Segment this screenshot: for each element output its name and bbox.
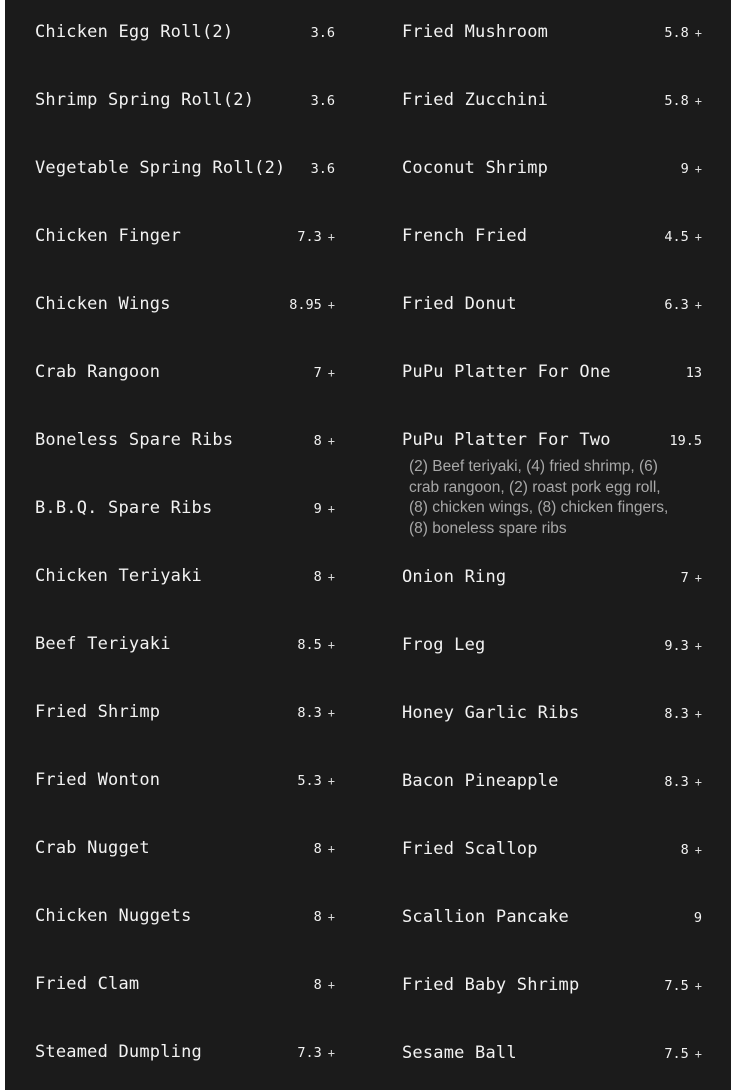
menu-item-price: [314, 977, 335, 993]
menu-item[interactable]: [402, 1043, 702, 1066]
menu-item-name: Chicken Finger: [35, 226, 182, 246]
menu-item-row: [402, 22, 702, 45]
menu-item-price: [669, 433, 702, 449]
menu-item-price-value: 5.3: [297, 773, 322, 789]
menu-item-name: Crab Nugget: [35, 838, 150, 858]
menu-item-price: [314, 501, 335, 517]
menu-item[interactable]: [402, 635, 702, 658]
add-options-icon[interactable]: +: [694, 94, 702, 108]
menu-panel: [5, 0, 731, 1090]
menu-item-price-value: 3.6: [310, 161, 335, 177]
menu-item-price-value: 9: [313, 501, 322, 517]
menu-item[interactable]: [35, 906, 335, 929]
menu-item-price-value: 8: [313, 433, 322, 449]
menu-item-row: [35, 294, 335, 317]
menu-item[interactable]: [35, 158, 335, 181]
menu-item-row: [402, 158, 702, 181]
add-options-icon[interactable]: +: [327, 570, 335, 584]
menu-item-price-value: 9: [680, 161, 689, 177]
menu-item-name: Fried Clam: [35, 974, 140, 994]
menu-item-row: [35, 702, 335, 725]
menu-item-name: Vegetable Spring Roll(2): [35, 158, 286, 178]
add-options-icon[interactable]: +: [327, 910, 335, 924]
menu-item-name: PuPu Platter For Two: [402, 430, 611, 450]
menu-item-price-value: 3.6: [310, 93, 335, 109]
menu-item-price: [297, 229, 335, 245]
menu-item-name: Fried Zucchini: [402, 90, 549, 110]
menu-item-row: [402, 703, 702, 726]
add-options-icon[interactable]: +: [694, 298, 702, 312]
menu-item-name: Frog Leg: [402, 635, 486, 655]
menu-item-row: [35, 226, 335, 249]
menu-item-name: Chicken Teriyaki: [35, 566, 202, 586]
menu-item-name: Fried Shrimp: [35, 702, 161, 722]
menu-item-name: Honey Garlic Ribs: [402, 703, 580, 723]
menu-item-price-value: 3.6: [310, 25, 335, 41]
menu-item-row: [35, 158, 335, 181]
add-options-icon[interactable]: +: [694, 571, 702, 585]
menu-item-price-value: 19.5: [669, 433, 702, 449]
menu-item-price-value: 8.3: [297, 705, 322, 721]
menu-item-row: [35, 566, 335, 589]
menu-item[interactable]: [402, 90, 702, 113]
menu-item-row: [35, 498, 335, 521]
menu-item[interactable]: [402, 771, 702, 794]
menu-item-price-value: 8.3: [664, 774, 689, 790]
menu-item[interactable]: [35, 226, 335, 249]
menu-item-price: [664, 229, 702, 245]
menu-item-name: Onion Ring: [402, 567, 507, 587]
menu-item-row: [402, 1043, 702, 1066]
menu-item-price: [297, 1045, 335, 1061]
menu-item-row: [402, 771, 702, 794]
menu-item[interactable]: [35, 1042, 335, 1065]
menu-item-row: [35, 362, 335, 385]
menu-item-row: [35, 634, 335, 657]
menu-item-row: [35, 430, 335, 453]
menu-item-name: Beef Teriyaki: [35, 634, 171, 654]
menu-item-price-value: 8: [313, 569, 322, 585]
add-options-icon[interactable]: +: [327, 434, 335, 448]
menu-item-row: [402, 635, 702, 658]
menu-item-price: [311, 161, 335, 177]
menu-item-name: Scallion Pancake: [402, 907, 569, 927]
menu-item-name: Shrimp Spring Roll(2): [35, 90, 255, 110]
menu-item[interactable]: [402, 294, 702, 317]
menu-item-row: [35, 838, 335, 861]
menu-item-price: [311, 25, 335, 41]
menu-item-name: Fried Donut: [402, 294, 517, 314]
menu-item[interactable]: [402, 362, 702, 385]
menu-item-name: Bacon Pineapple: [402, 771, 559, 791]
add-options-icon[interactable]: +: [694, 162, 702, 176]
menu-item-price-value: 7.3: [297, 229, 322, 245]
add-options-icon[interactable]: +: [694, 979, 702, 993]
menu-item-name: Fried Scallop: [402, 839, 538, 859]
menu-item-price: [314, 569, 335, 585]
menu-item-row: [402, 294, 702, 317]
add-options-icon[interactable]: +: [327, 502, 335, 516]
menu-item[interactable]: [35, 702, 335, 725]
menu-item-price: [664, 978, 702, 994]
menu-item-row: [35, 90, 335, 113]
add-options-icon[interactable]: +: [327, 1046, 335, 1060]
menu-item[interactable]: [35, 430, 335, 453]
menu-item-price-value: 7.5: [664, 978, 689, 994]
menu-item-description: (2) Beef teriyaki, (4) fried shrimp, (6) crab rangoon, (2) roast pork egg roll, (8) chicken wings, (8) chicken fingers, (8) boneless spare ribs: [409, 458, 669, 537]
menu-item-price-value: 8.3: [664, 706, 689, 722]
menu-item-name: PuPu Platter For One: [402, 362, 611, 382]
menu-item[interactable]: [402, 158, 702, 181]
menu-item-price-value: 7: [680, 570, 689, 586]
menu-item-price: [289, 297, 335, 313]
add-options-icon[interactable]: +: [327, 230, 335, 244]
menu-item-name: Fried Mushroom: [402, 22, 549, 42]
menu-item[interactable]: [35, 90, 335, 113]
menu-item-price-value: 8: [313, 841, 322, 857]
menu-item-name: Sesame Ball: [402, 1043, 517, 1063]
menu-item-price-value: 4.5: [664, 229, 689, 245]
menu-item-price-value: 5.8: [664, 25, 689, 41]
menu-item[interactable]: [35, 294, 335, 317]
menu-item-row: [402, 362, 702, 385]
menu-item[interactable]: [35, 566, 335, 589]
menu-item-name: Chicken Wings: [35, 294, 171, 314]
menu-item[interactable]: [402, 907, 702, 930]
add-options-icon[interactable]: +: [694, 26, 702, 40]
add-options-icon[interactable]: +: [694, 775, 702, 789]
add-options-icon[interactable]: +: [327, 842, 335, 856]
menu-item-row: [402, 839, 702, 862]
menu-item-price: [681, 842, 702, 858]
add-options-icon[interactable]: +: [694, 707, 702, 721]
menu-item-name: French Fried: [402, 226, 528, 246]
menu-item-row: [402, 430, 702, 453]
menu-item-row: [35, 974, 335, 997]
menu-item-row: [402, 975, 702, 998]
menu-item-price: [664, 25, 702, 41]
menu-column-left: [35, 22, 335, 1090]
menu-item-name: B.B.Q. Spare Ribs: [35, 498, 213, 518]
menu-item-price: [664, 638, 702, 654]
menu-item-row: [35, 906, 335, 929]
menu-item-price: [314, 433, 335, 449]
menu-item[interactable]: [402, 430, 702, 539]
menu-item-price-value: 8.5: [297, 637, 322, 653]
menu-item[interactable]: [402, 22, 702, 45]
menu-column-right: [402, 22, 702, 1090]
menu-item[interactable]: [35, 362, 335, 385]
menu-item-price: [686, 365, 702, 381]
menu-item-name: Crab Rangoon: [35, 362, 161, 382]
add-options-icon[interactable]: +: [327, 978, 335, 992]
menu-item-name: Steamed Dumpling: [35, 1042, 202, 1062]
menu-item[interactable]: [35, 770, 335, 793]
menu-item-price: [297, 705, 335, 721]
menu-item-price: [297, 773, 335, 789]
menu-item-price-value: 13: [685, 365, 702, 381]
add-options-icon[interactable]: +: [694, 230, 702, 244]
menu-item-price: [664, 93, 702, 109]
menu-item-price: [664, 774, 702, 790]
menu-item[interactable]: [402, 839, 702, 862]
menu-item-price-value: 5.8: [664, 93, 689, 109]
menu-item-name: Boneless Spare Ribs: [35, 430, 234, 450]
menu-item-price-value: 7: [313, 365, 322, 381]
menu-item-price: [664, 1046, 702, 1062]
add-options-icon[interactable]: +: [327, 774, 335, 788]
menu-item-name: Chicken Egg Roll(2): [35, 22, 234, 42]
menu-item-price: [314, 365, 335, 381]
menu-item[interactable]: [402, 703, 702, 726]
menu-item-price: [681, 570, 702, 586]
menu-item-price: [681, 161, 702, 177]
menu-item[interactable]: [35, 838, 335, 861]
add-options-icon[interactable]: +: [694, 1047, 702, 1061]
menu-item-price-value: 8.95: [289, 297, 322, 313]
menu-item-row: [35, 22, 335, 45]
menu-item[interactable]: [402, 226, 702, 249]
add-options-icon[interactable]: +: [327, 638, 335, 652]
menu-item-row: [402, 226, 702, 249]
menu-item-price-value: 9: [693, 910, 702, 926]
menu-item-price: [664, 706, 702, 722]
menu-item-name: Fried Baby Shrimp: [402, 975, 580, 995]
menu-item-price-value: 8: [313, 977, 322, 993]
add-options-icon[interactable]: +: [694, 639, 702, 653]
menu-item-price: [314, 909, 335, 925]
menu-item-price-value: 9.3: [664, 638, 689, 654]
menu-item-name: Fried Wonton: [35, 770, 161, 790]
menu-item[interactable]: [35, 974, 335, 997]
menu-item-row: [402, 90, 702, 113]
menu-item-row: [402, 567, 702, 590]
menu-item-price: [297, 637, 335, 653]
add-options-icon[interactable]: +: [327, 706, 335, 720]
add-options-icon[interactable]: +: [327, 366, 335, 380]
menu-item-row: [35, 1042, 335, 1065]
menu-item-price-value: 8: [313, 909, 322, 925]
menu-item-row: [402, 907, 702, 930]
menu-item-name: Chicken Nuggets: [35, 906, 192, 926]
menu-item-price: [694, 910, 702, 926]
menu-item[interactable]: [35, 498, 335, 521]
menu-item-price: [314, 841, 335, 857]
menu-item-name: Coconut Shrimp: [402, 158, 549, 178]
add-options-icon[interactable]: +: [327, 298, 335, 312]
menu-item[interactable]: [402, 975, 702, 998]
menu-item[interactable]: [35, 634, 335, 657]
menu-item-price-value: 8: [680, 842, 689, 858]
add-options-icon[interactable]: +: [694, 843, 702, 857]
menu-item[interactable]: [35, 22, 335, 45]
menu-item-price-value: 6.3: [664, 297, 689, 313]
menu-item-price: [664, 297, 702, 313]
menu-item-price: [311, 93, 335, 109]
menu-item-price-value: 7.3: [297, 1045, 322, 1061]
menu-item-price-value: 7.5: [664, 1046, 689, 1062]
menu-item-row: [35, 770, 335, 793]
menu-item[interactable]: [402, 567, 702, 590]
